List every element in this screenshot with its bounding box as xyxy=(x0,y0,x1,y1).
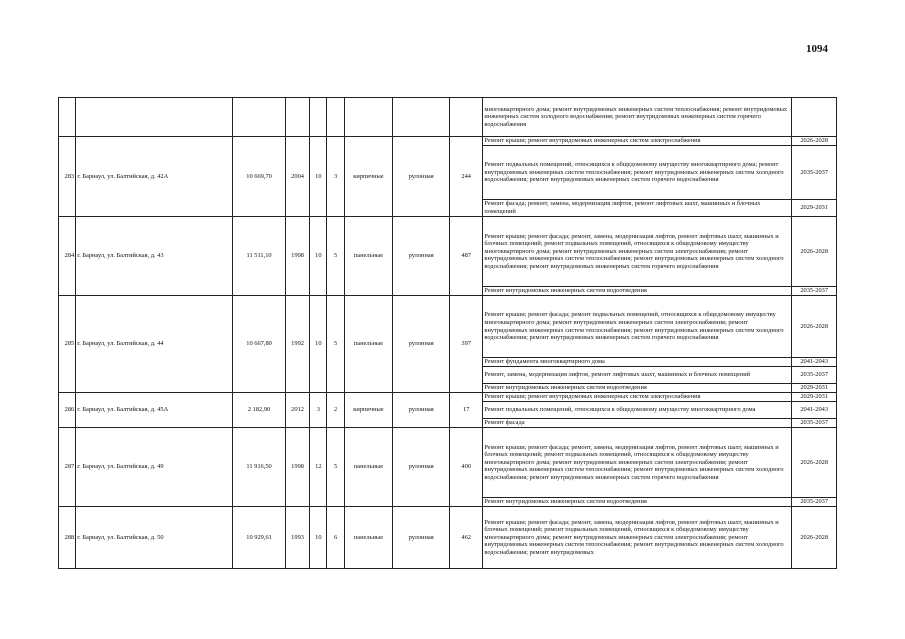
cell-address xyxy=(76,98,233,137)
continuation-row xyxy=(59,98,837,137)
cell-wall: панельные xyxy=(344,428,393,507)
cell-qty: 17 xyxy=(450,393,483,428)
cell-wall: кирпичные xyxy=(344,137,393,217)
cell-period: 2026-2028 xyxy=(792,428,837,498)
cell-period: 2026-2028 xyxy=(792,137,837,146)
cell-qty xyxy=(450,98,483,137)
cell-wall: панельные xyxy=(344,507,393,569)
cell-qty: 397 xyxy=(450,296,483,393)
house-row xyxy=(59,428,837,498)
cell-area: 10 669,70 xyxy=(233,137,286,217)
house-row xyxy=(59,217,837,287)
cell-roof: рулонная xyxy=(393,393,450,428)
page-number: 1094 xyxy=(806,43,828,55)
cell-work: Ремонт крыши; ремонт фасада; ремонт, замена, модернизация лифтов, ремонт лифтовых шахт, машинных и блочных помещений; ремонт подвальных помещений, относящихся к общедомовому имуществу многоквартирного дома; ремонт внутридомовых инженерных систем электроснабжения; ремонт внутридомовых инженерных систем теплоснабжения; ремонт внутридомовых инженерных систем холодного водоснабжения; ремонт внутридомовых инженерных систем горячего водоснабжения xyxy=(483,217,792,287)
cell-num: 283 xyxy=(59,137,76,217)
cell-roof xyxy=(393,98,450,137)
cell-work: Ремонт подвальных помещений, относящихся к общедомовому имуществу многоквартирного дома; ремонт внутридомовых инженерных систем теплоснабжения; ремонт внутридомовых инженерных систем холодного водоснабжения; ремонт внутридомовых инженерных систем горячего водоснабжения xyxy=(483,146,792,200)
cell-work: Ремонт внутридомовых инженерных систем водоотведения xyxy=(483,384,792,393)
cell-work: Ремонт крыши; ремонт фасада; ремонт подвальных помещений, относящихся к общедомовому имуществу многоквартирного дома; ремонт внутридомовых инженерных систем электроснабжения; ремонт внутридомовых инженерных систем теплоснабжения; ремонт внутридомовых инженерных систем холодного водоснабжения; ремонт внутридомовых инженерных систем горячего водоснабжения xyxy=(483,296,792,358)
cell-entrances: 6 xyxy=(327,507,344,569)
cell-year: 2012 xyxy=(285,393,309,428)
cell-wall: панельные xyxy=(344,296,393,393)
cell-roof: рулонная xyxy=(393,217,450,296)
cell-period: 2026-2028 xyxy=(792,507,837,569)
cell-floors: 10 xyxy=(310,217,327,296)
cell-entrances: 2 xyxy=(327,393,344,428)
cell-num: 285 xyxy=(59,296,76,393)
cell-num: 288 xyxy=(59,507,76,569)
capital-repair-table xyxy=(58,97,837,569)
cell-address: г. Барнаул, ул. Балтийская, д. 43 xyxy=(76,217,233,296)
cell-period: 2035-2037 xyxy=(792,367,837,384)
cell-area: 11 511,10 xyxy=(233,217,286,296)
house-row xyxy=(59,393,837,402)
cell-floors: 10 xyxy=(310,507,327,569)
house-row xyxy=(59,296,837,358)
cell-area: 10 667,80 xyxy=(233,296,286,393)
cell-floors xyxy=(310,98,327,137)
cell-floors: 12 xyxy=(310,428,327,507)
cell-work: Ремонт фасада xyxy=(483,419,792,428)
cell-work: Ремонт внутридомовых инженерных систем водоотведения xyxy=(483,498,792,507)
cell-floors: 3 xyxy=(310,393,327,428)
cell-work: Ремонт подвальных помещений, относящихся к общедомовому имуществу многоквартирного дома xyxy=(483,402,792,419)
cell-year: 1993 xyxy=(285,507,309,569)
cell-work: Ремонт, замена, модернизация лифтов, ремонт лифтовых шахт, машинных и блочных помещений xyxy=(483,367,792,384)
cell-work: Ремонт крыши; ремонт фасада; ремонт, замена, модернизация лифтов, ремонт лифтовых шахт, машинных и блочных помещений; ремонт подвальных помещений, относящихся к общедомовому имуществу многоквартирного дома; ремонт внутридомовых инженерных систем электроснабжения; ремонт внутридомовых инженерных систем теплоснабжения; ремонт внутридомовых инженерных систем холодного водоснабжения; ремонт внутридомовых инженерных систем горячего водоснабжения xyxy=(483,428,792,498)
table-body xyxy=(59,98,837,569)
cell-wall: кирпичные xyxy=(344,393,393,428)
cell-qty: 462 xyxy=(450,507,483,569)
cell-period: 2041-2043 xyxy=(792,358,837,367)
cell-area: 10 929,61 xyxy=(233,507,286,569)
cell-work: Ремонт крыши; ремонт внутридомовых инженерных систем электроснабжения xyxy=(483,137,792,146)
cell-num: 287 xyxy=(59,428,76,507)
cell-work: многоквартирного дома; ремонт внутридомовых инженерных систем теплоснабжения; ремонт внутридомовых инженерных систем холодного водоснабжения; ремонт внутридомовых инженерных систем горячего водоснабжения xyxy=(483,98,792,137)
cell-qty: 487 xyxy=(450,217,483,296)
cell-entrances: 5 xyxy=(327,428,344,507)
cell-roof: рулонная xyxy=(393,428,450,507)
cell-year: 1998 xyxy=(285,217,309,296)
cell-address: г. Барнаул, ул. Балтийская, д. 44 xyxy=(76,296,233,393)
cell-year: 1998 xyxy=(285,428,309,507)
cell-roof: рулонная xyxy=(393,296,450,393)
cell-wall: панельные xyxy=(344,217,393,296)
cell-work: Ремонт фундамента многоквартирного дома xyxy=(483,358,792,367)
cell-period: 2035-2037 xyxy=(792,146,837,200)
cell-period: 2029-2031 xyxy=(792,200,837,217)
cell-period: 2035-2037 xyxy=(792,287,837,296)
cell-work: Ремонт крыши; ремонт фасада; ремонт, замена, модернизация лифтов, ремонт лифтовых шахт, машинных и блочных помещений; ремонт подвальных помещений, относящихся к общедомовому имуществу многоквартирного дома; ремонт внутридомовых инженерных систем электроснабжения; ремонт внутридомовых инженерных систем теплоснабжения; ремонт внутридомовых инженерных систем холодного водоснабжения; ремонт внутридомовых xyxy=(483,507,792,569)
cell-entrances: 3 xyxy=(327,137,344,217)
cell-qty: 400 xyxy=(450,428,483,507)
cell-work: Ремонт внутридомовых инженерных систем водоотведения xyxy=(483,287,792,296)
cell-period xyxy=(792,98,837,137)
cell-num: 286 xyxy=(59,393,76,428)
cell-year: 2004 xyxy=(285,137,309,217)
cell-work: Ремонт фасада; ремонт, замена, модернизация лифтов, ремонт лифтовых шахт, машинных и блочных помещений xyxy=(483,200,792,217)
cell-period: 2035-2037 xyxy=(792,419,837,428)
cell-roof: рулонная xyxy=(393,137,450,217)
cell-entrances: 5 xyxy=(327,296,344,393)
cell-wall xyxy=(344,98,393,137)
cell-period: 2029-2031 xyxy=(792,384,837,393)
cell-floors: 10 xyxy=(310,137,327,217)
cell-entrances: 5 xyxy=(327,217,344,296)
house-row xyxy=(59,137,837,146)
cell-year xyxy=(285,98,309,137)
house-row xyxy=(59,507,837,569)
cell-address: г. Барнаул, ул. Балтийская, д. 50 xyxy=(76,507,233,569)
cell-num: 284 xyxy=(59,217,76,296)
cell-work: Ремонт крыши; ремонт внутридомовых инженерных систем электроснабжения xyxy=(483,393,792,402)
cell-period: 2026-2028 xyxy=(792,296,837,358)
cell-num xyxy=(59,98,76,137)
cell-address: г. Барнаул, ул. Балтийская, д. 42А xyxy=(76,137,233,217)
cell-floors: 10 xyxy=(310,296,327,393)
cell-area xyxy=(233,98,286,137)
cell-area: 11 916,50 xyxy=(233,428,286,507)
cell-year: 1992 xyxy=(285,296,309,393)
cell-entrances xyxy=(327,98,344,137)
cell-period: 2026-2028 xyxy=(792,217,837,287)
cell-qty: 244 xyxy=(450,137,483,217)
cell-address: г. Барнаул, ул. Балтийская, д. 49 xyxy=(76,428,233,507)
cell-roof: рулонная xyxy=(393,507,450,569)
cell-area: 2 182,90 xyxy=(233,393,286,428)
cell-period: 2035-2037 xyxy=(792,498,837,507)
cell-period: 2041-2043 xyxy=(792,402,837,419)
cell-address: г. Барнаул, ул. Балтийская, д. 45А xyxy=(76,393,233,428)
cell-period: 2029-2031 xyxy=(792,393,837,402)
